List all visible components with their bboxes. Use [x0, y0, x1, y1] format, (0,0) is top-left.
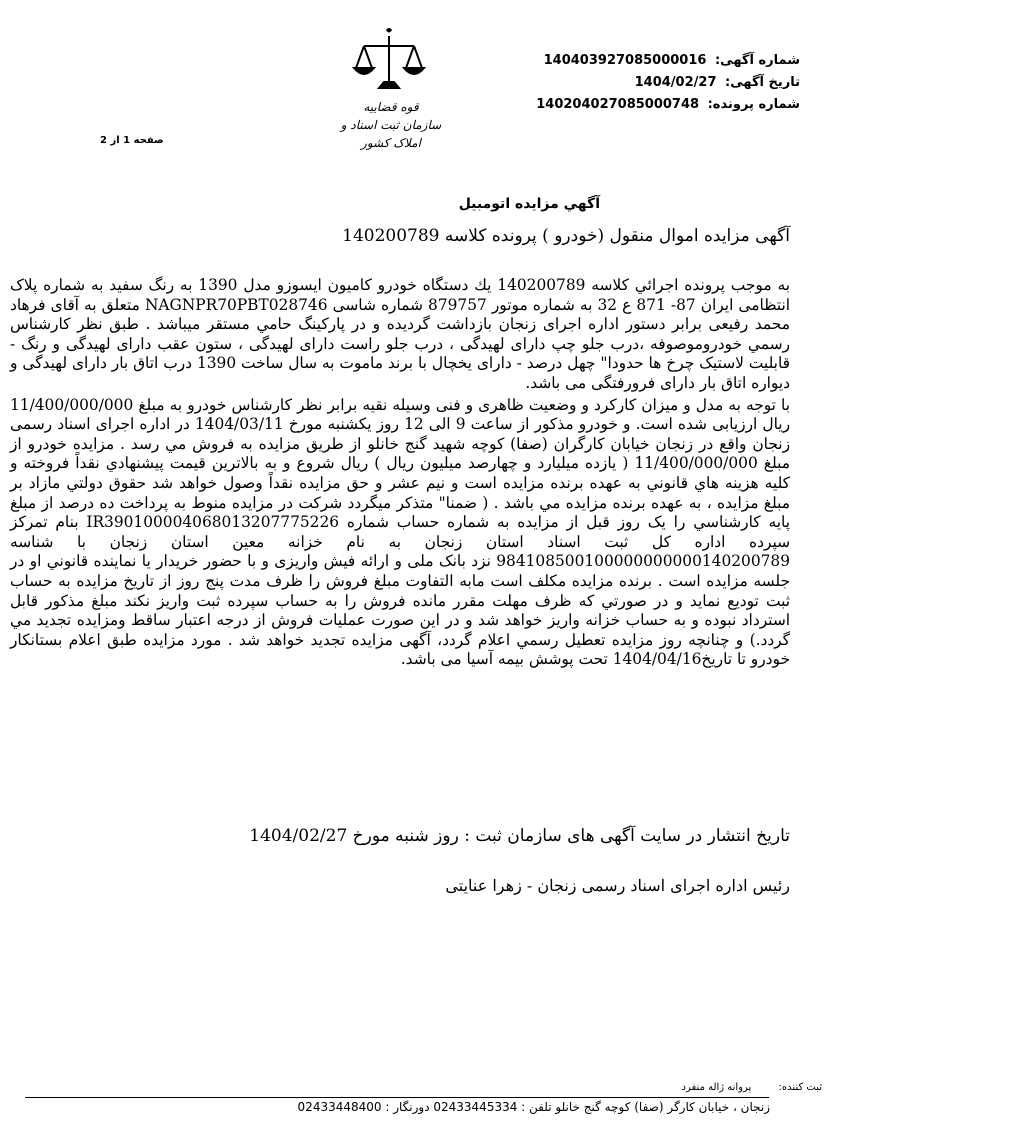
document-subtitle: آگهی مزایده اموال منقول (خودرو ) پرونده کلاسه 140200789 — [342, 226, 790, 246]
document-body — [10, 276, 790, 670]
case-number-label: شماره پرونده: — [707, 97, 800, 112]
organization-name — [336, 98, 446, 152]
ad-number: 140403927085000016 — [543, 53, 707, 68]
paragraph-auction-terms: با توجه به مدل و میزان کارکرد و وضعیت ظاهری و فنی وسیله نقیه برابر نظر کارشناس خودرو به مبلغ 11/400/000/000 ریال ارزیابی شده است. و خودرو مذکور از ساعت 9 الی 12 روز یکشنبه مورخ 1404/03/11 در اداره اجرای اسناد رسمی زنجان واقع در زنجان خیابان کارگران (صفا) کوچه شهید گنج خانلو از طریق مزایده به فروش مي رسد . مزایده خودرو از مبلغ 11/400/000/000 ( یازده میلیارد و چهارصد میلیون ریال ) ریال شروع و به بالاترین قیمت پیشنهادي نقداً فروخته و كليه هزينه هاي قانوني به عهده برنده مزايده است و نيم عشر و حق مزايده نقداً وصول خواهد شد حقوق دولتي مازاد بر مبلغ مزايده ، به عهده برنده مزايده مي باشد . ( ضمنا" متذکر میگردد شرکت در مزایده منوط به پرداخت ده درصد از مبلغ پایه کارشناسي را یک روز قبل از مزایده به شماره حساب شماره IR390100004068013207775226 بنام تمركز سپرده اداره كل ثبت اسناد استان زنجان به نام خزانه معین استان زنجان با شناسه 984108500100000000000140200789 نزد بانک ملی و ارائه فیش واریزی و با حضور خریدار یا نماینده قانوني او در جلسه مزایده است . برنده مزايده مكلف است مابه التفاوت مبلغ فروش را ظرف مدت پنج روز از تاريخ مزايده به حساب ثبت توديع نمايد و در صورتي كه ظرف مهلت مقرر مانده فروش را به حساب سپرده ثبت واریز نکند مبلغ مذکور قابل استرداد نبوده و به حساب خزانه واریز خواهد شد و در این صورت عملیات فروش از درجه اعتبار ساقط ومزایده تجدید مي گردد.) و چنانچه روز مزايده تعطيل رسمي اعلام گردد، آگهی مزايده تجديد خواهد شد . مورد مزایده طبق اعلام بستانکار خودرو تا تاریخ1404/04/16 تحت پوشش بیمه آسیا می باشد. — [10, 395, 791, 669]
ad-date-row — [536, 72, 800, 94]
paragraph-vehicle-description: به موجب پرونده اجرائي كلاسه 140200789 يك دستگاه خودرو کامیون ایسوزو مدل 1390 به رنگ سفید به شماره پلاک انتظامی ایران 87- 871 ع 32 به شماره موتور 879757 شماره شاسی NAGNPR70PBT028746 متعلق به آقای فرهاد محمد رفیعی برابر دستور اداره اجرای زنجان بازداشت گردیده و در پارکینگ حامي مستقر میباشد . طبق نظر کارشناس رسمي خودروموصوفه ،درب جلو چپ دارای لهیدگی ، درب جلو راست دارای لهیدگی ، ستون عقب دارای لهیدگی و رنگ - قابلیت لاستیک چرخ ها حدودا" چهل درصد - دارای یخچال با برند مامو‌ت به سال ساخت 1390 درب اتاق بار دارای لهیدگی و دیواره اتاق بار دارای فرورفتگی می باشد. — [10, 276, 791, 392]
registrar-name: پروانه ژاله منفرد — [681, 1082, 752, 1093]
case-number: 140204027085000748 — [536, 97, 700, 112]
org-judiciary: قوه قضاییه — [363, 100, 419, 114]
signature-line: رئيس اداره اجرای اسناد رسمی زنجان - زهرا عنایتی — [445, 876, 790, 895]
ad-number-row — [536, 50, 800, 72]
footer-divider — [25, 1097, 769, 1098]
registrar-label: ثبت کننده: — [778, 1082, 822, 1093]
header-meta — [536, 50, 800, 116]
page-number: صفحه 1 از 2 — [100, 135, 164, 146]
case-number-row — [536, 94, 800, 116]
org-registration: سازمان ثبت اسناد و املاک کشور — [340, 118, 442, 150]
publish-date-line: تاریخ انتشار در سایت آگهی های سازمان ثبت : روز شنبه مورخ 1404/02/27 — [249, 826, 790, 846]
registrar — [682, 1082, 822, 1093]
document-title: آگهي مزايده اتومبيل — [458, 196, 600, 212]
ad-number-label: شماره آگهی: — [714, 53, 800, 68]
ad-date-label: تاریخ آگهی: — [725, 75, 800, 90]
footer-address: زنجان ، خیابان کارگر (صفا) کوچه گنج خانلو تلفن : 02433445334 دورنگار : 02433448400 — [297, 1100, 770, 1114]
ad-date: 1404/02/27 — [634, 75, 717, 90]
